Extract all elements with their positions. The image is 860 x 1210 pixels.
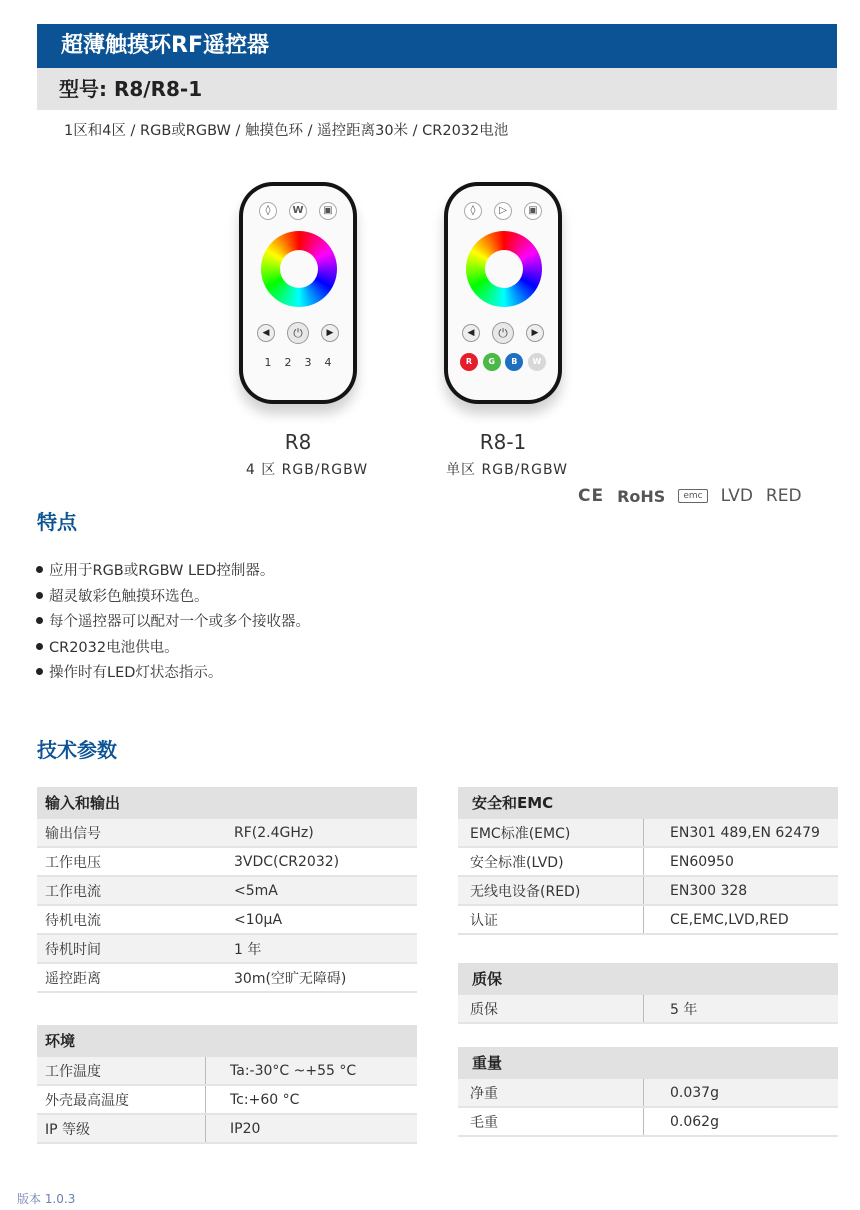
list-item: 应用于RGB或RGBW LED控制器。 (36, 557, 310, 583)
emc-mark: emc (678, 489, 707, 503)
table-header: 环境 (37, 1025, 417, 1057)
product-desc-r8: 4 区 RGB/RGBW (245, 462, 369, 478)
power-icon: ⏻ (492, 322, 514, 344)
bullet-icon (36, 592, 43, 599)
table-row: 待机时间 1 年 (37, 935, 417, 964)
specs-heading: 技术参数 (37, 738, 117, 762)
color-wheel (261, 231, 337, 307)
zone-4: 4 (324, 356, 332, 369)
zone-3: 3 (304, 356, 312, 369)
table-row: IP 等级 IP20 (37, 1115, 417, 1144)
table-row: 净重 0.037g (458, 1079, 838, 1108)
blue-button: B (505, 353, 523, 371)
table-row: 工作温度 Ta:-30°C ~+55 °C (37, 1057, 417, 1086)
remote-r8-1-image (444, 182, 562, 404)
weight-table (458, 1047, 838, 1137)
list-item: 每个遥控器可以配对一个或多个接收器。 (36, 608, 310, 634)
zone-buttons (259, 356, 337, 369)
red-mark: RED (765, 486, 802, 506)
table-row: 工作电流 <5mA (37, 877, 417, 906)
right-arrow-icon: ▶ (526, 324, 544, 342)
rohs-mark: RoHS (617, 486, 666, 506)
safety-emc-table (458, 787, 838, 935)
table-row: 遥控距离 30m(空旷无障碍) (37, 964, 417, 993)
bullet-icon (36, 566, 43, 573)
zone-2: 2 (284, 356, 292, 369)
bullet-icon (36, 668, 43, 675)
green-button: G (483, 353, 501, 371)
save-icon: ▣ (524, 202, 542, 220)
drop-icon: ◊ (259, 202, 277, 220)
remote-r8-image (239, 182, 357, 404)
w-button-label: W (289, 202, 307, 220)
table-row: 待机电流 <10μA (37, 906, 417, 935)
color-wheel (466, 231, 542, 307)
table-row: 质保 5 年 (458, 995, 838, 1024)
warranty-table (458, 963, 838, 1024)
list-item: CR2032电池供电。 (36, 634, 310, 660)
table-row: 输出信号 RF(2.4GHz) (37, 819, 417, 848)
certification-logos (578, 486, 802, 506)
product-subtitle: 1区和4区 / RGB或RGBW / 触摸色环 / 遥控距离30米 / CR2032电池 (64, 123, 509, 139)
play-icon: ▷ (494, 202, 512, 220)
ce-mark: CE (578, 486, 605, 506)
environment-table (37, 1025, 417, 1144)
features-heading: 特点 (37, 510, 77, 534)
bullet-icon (36, 617, 43, 624)
model-number: 型号: R8/R8-1 (37, 68, 837, 110)
product-name-r8: R8 (284, 430, 312, 454)
page-title: 超薄触摸环RF遥控器 (37, 24, 837, 68)
white-button: W (528, 353, 546, 371)
table-header: 输入和输出 (37, 787, 417, 819)
save-icon: ▣ (319, 202, 337, 220)
io-table (37, 787, 417, 993)
table-row: 无线电设备(RED) EN300 328 (458, 877, 838, 906)
features-list (36, 557, 310, 685)
product-desc-r8-1: 单区 RGB/RGBW (446, 462, 568, 478)
product-name-r8-1: R8-1 (479, 430, 527, 454)
table-row: 认证 CE,EMC,LVD,RED (458, 906, 838, 935)
lvd-mark: LVD (720, 486, 753, 506)
table-header: 质保 (458, 963, 838, 995)
left-arrow-icon: ◀ (462, 324, 480, 342)
red-button: R (460, 353, 478, 371)
table-row: 毛重 0.062g (458, 1108, 838, 1137)
table-header: 重量 (458, 1047, 838, 1079)
drop-icon: ◊ (464, 202, 482, 220)
table-row: 工作电压 3VDC(CR2032) (37, 848, 417, 877)
bullet-icon (36, 643, 43, 650)
version-label: 版本 1.0.3 (17, 1192, 76, 1206)
table-row: 外壳最高温度 Tc:+60 °C (37, 1086, 417, 1115)
color-buttons (460, 353, 546, 371)
right-arrow-icon: ▶ (321, 324, 339, 342)
table-row: 安全标准(LVD) EN60950 (458, 848, 838, 877)
zone-1: 1 (264, 356, 272, 369)
list-item: 超灵敏彩色触摸环选色。 (36, 583, 310, 609)
power-icon: ⏻ (287, 322, 309, 344)
list-item: 操作时有LED灯状态指示。 (36, 659, 310, 685)
left-arrow-icon: ◀ (257, 324, 275, 342)
table-header: 安全和EMC (458, 787, 838, 819)
table-row: EMC标准(EMC) EN301 489,EN 62479 (458, 819, 838, 848)
